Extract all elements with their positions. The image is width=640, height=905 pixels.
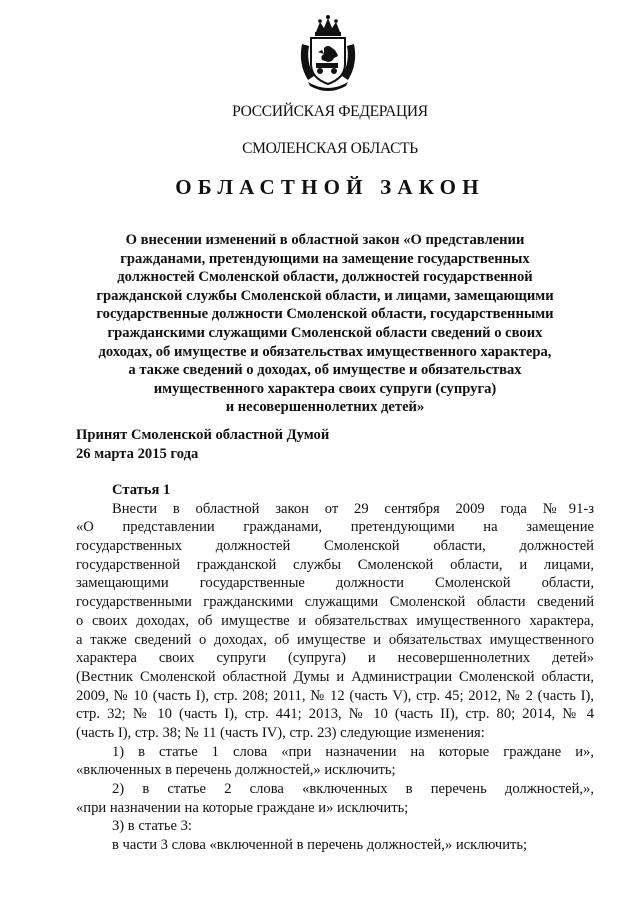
article-body xyxy=(76,481,594,855)
body-line: 1) в статье 1 слова «при назначении на которые граждане и», xyxy=(112,743,594,760)
body-line: в части 3 слова «включенной в перечень должностей,» исключить; xyxy=(112,837,528,854)
body-line: государственных должностей Смоленской области, должностей xyxy=(76,538,594,555)
body-line: 3) в статье 3: xyxy=(112,818,192,835)
law-title-line: О внесении изменений в областной закон «О представлении xyxy=(125,232,525,248)
body-line: «включенных в перечень должностей,» исключить; xyxy=(76,762,396,779)
body-line: о своих доходах, об имуществе и обязательствах имущественного характера, xyxy=(76,612,594,629)
header-region: СМОЛЕНСКАЯ ОБЛАСТЬ xyxy=(242,140,418,157)
body-line: стр. 32; № 10 (часть I), стр. 441; 2013, № 10 (часть II), стр. 80; 2014, № 4 xyxy=(76,706,594,723)
coat-of-arms-icon xyxy=(294,14,362,92)
body-line: 2) в статье 2 слова «включенных в перечень должностей,», xyxy=(112,781,594,797)
article-heading: Статья 1 xyxy=(112,482,171,498)
body-line: характера своих супруги (супруга) и несовершеннолетних детей» xyxy=(76,650,594,667)
law-title-line: государственные должности Смоленской области, государственными xyxy=(96,306,554,323)
body-line: Внести в областной закон от 29 сентября 2009 года №91-з xyxy=(112,500,594,517)
adoption-note xyxy=(76,426,329,463)
law-title-line: должностей Смоленской области, должностей государственной xyxy=(117,269,533,286)
adoption-body: Принят Смоленской областной Думой xyxy=(76,427,330,443)
law-title-line: имущественного характера своих супруги (супруга) xyxy=(153,380,497,397)
adoption-date: 26 марта 2015 года xyxy=(76,445,199,462)
law-title-line: гражданскими служащими Смоленской области сведений о своих xyxy=(107,324,543,341)
body-line: государственными гражданскими служащими Смоленской области сведений xyxy=(76,594,594,611)
body-line: 2009, № 10 (часть I), стр. 208; 2011, № 12 (часть V), стр. 45; 2012, № 2 (часть I), xyxy=(76,687,594,704)
law-title xyxy=(0,231,640,417)
body-line: «при назначении на которые граждане и» исключить; xyxy=(76,799,409,816)
law-type-heading: ОБЛАСТНОЙ ЗАКОН xyxy=(175,175,485,199)
law-title-line: доходах, об имуществе и обязательствах имущественного характера, xyxy=(98,343,552,360)
law-title-line: а также сведений о доходах, об имуществе и обязательствах xyxy=(128,362,522,379)
body-line: (Вестник Смоленской областной Думы и Администрации Смоленской области, xyxy=(76,668,594,685)
law-title-line: гражданами, претендующими на замещение государственных xyxy=(120,250,530,267)
body-line: а также сведений о доходах, об имуществе и обязательствах имущественного xyxy=(76,631,594,648)
header-country: РОССИЙСКАЯ ФЕДЕРАЦИЯ xyxy=(232,103,428,120)
body-line: замещающими государственные должности Смоленской области, xyxy=(76,575,594,592)
body-line: «О представлении гражданами, претендующими на замещение xyxy=(76,519,594,536)
body-line: (часть I), стр. 38; № 11 (часть IV), стр. 23) следующие изменения: xyxy=(76,724,485,741)
law-title-line: гражданской службы Смоленской области, и лицами, замещающими xyxy=(96,287,554,304)
law-title-line: и несовершеннолетних детей» xyxy=(225,399,425,416)
body-line: государственной гражданской службы Смоленской области, и лицами, xyxy=(76,556,594,573)
